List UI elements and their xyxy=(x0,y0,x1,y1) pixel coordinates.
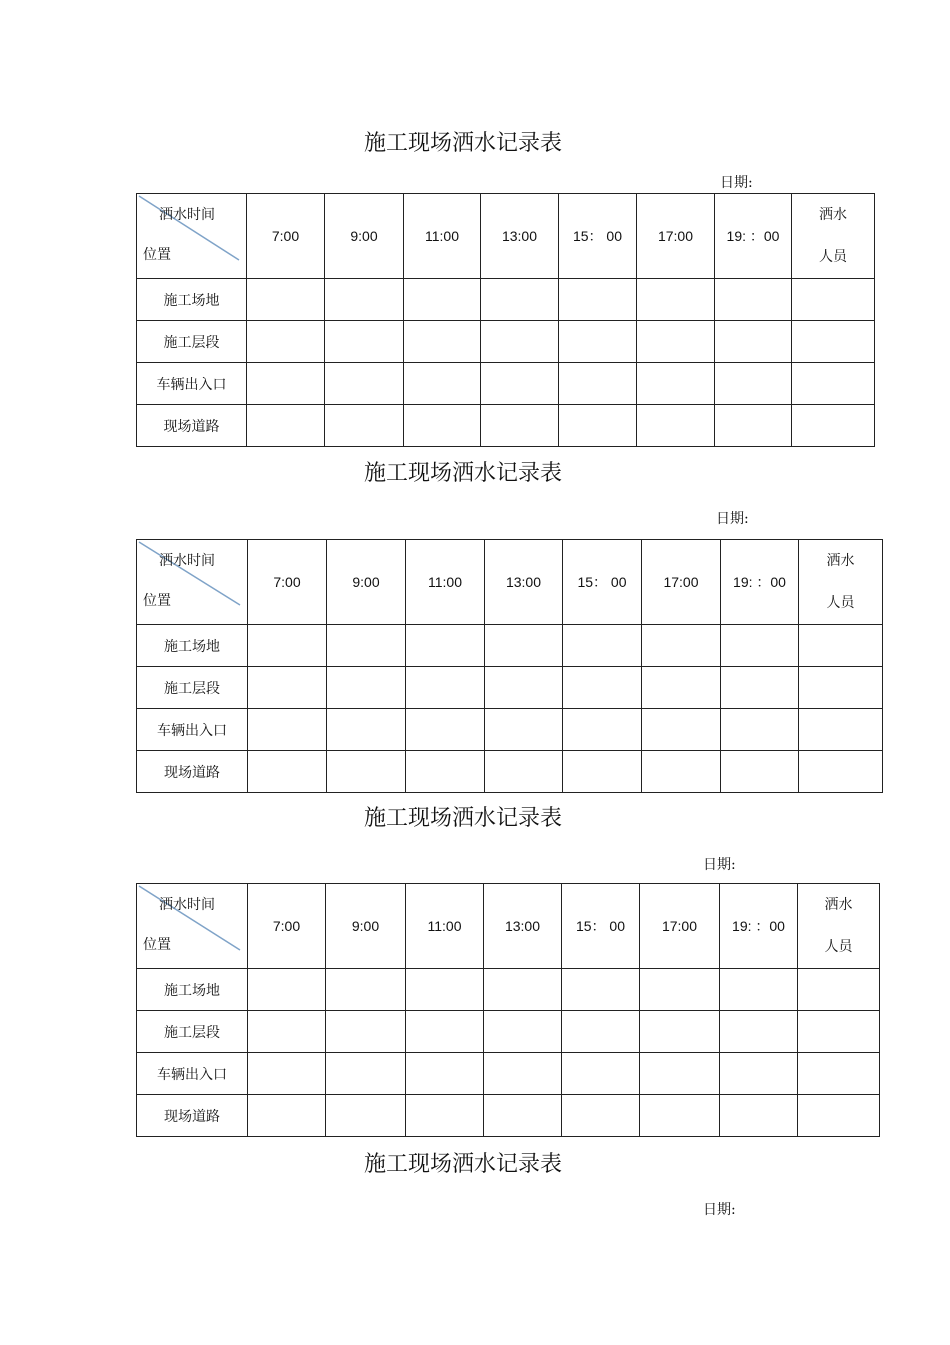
record-cell[interactable] xyxy=(248,1053,326,1095)
table-row xyxy=(137,751,883,793)
diagonal-header-cell xyxy=(137,884,248,969)
table-row xyxy=(137,1053,880,1095)
record-cell[interactable] xyxy=(247,321,325,363)
time-column-header: 7:00 xyxy=(247,194,325,279)
record-cell[interactable] xyxy=(326,1011,406,1053)
record-cell[interactable] xyxy=(792,279,875,321)
date-label: 日期: xyxy=(703,857,736,873)
location-label: 施工层段 xyxy=(137,667,248,709)
record-cell[interactable] xyxy=(798,969,880,1011)
time-column-header: 11:00 xyxy=(404,194,481,279)
header-row xyxy=(137,540,883,625)
time-column-header: 15： 00 xyxy=(559,194,637,279)
time-column-header: 9:00 xyxy=(327,540,406,625)
table-row xyxy=(137,321,875,363)
record-cell[interactable] xyxy=(721,751,799,793)
staff-header-text: 人员 xyxy=(826,595,855,611)
location-label: 现场道路 xyxy=(137,1095,248,1137)
corner-location-label: 位置 xyxy=(143,247,171,263)
record-cell[interactable] xyxy=(562,1095,640,1137)
record-cell[interactable] xyxy=(637,363,715,405)
corner-location-label: 位置 xyxy=(143,937,171,953)
location-label: 现场道路 xyxy=(137,751,248,793)
form-title: 施工现场洒水记录表 xyxy=(363,1152,562,1177)
record-cell[interactable] xyxy=(406,969,484,1011)
record-cell[interactable] xyxy=(406,667,485,709)
record-cell[interactable] xyxy=(481,321,559,363)
table-row xyxy=(137,667,883,709)
record-cell[interactable] xyxy=(248,969,326,1011)
record-cell[interactable] xyxy=(485,751,563,793)
location-label: 施工场地 xyxy=(137,279,247,321)
record-cell[interactable] xyxy=(640,1095,720,1137)
record-cell[interactable] xyxy=(248,667,327,709)
location-label: 现场道路 xyxy=(137,405,247,447)
record-cell[interactable] xyxy=(720,1053,798,1095)
record-cell[interactable] xyxy=(721,709,799,751)
record-cell[interactable] xyxy=(485,709,563,751)
time-column-header: 17:00 xyxy=(642,540,721,625)
record-cell[interactable] xyxy=(640,969,720,1011)
record-cell[interactable] xyxy=(247,405,325,447)
record-cell[interactable] xyxy=(248,751,327,793)
time-column-header: 7:00 xyxy=(248,540,327,625)
time-column-header: 9:00 xyxy=(325,194,404,279)
staff-header-text: 人员 xyxy=(824,939,853,955)
location-label: 施工层段 xyxy=(137,321,247,363)
location-label: 车辆出入口 xyxy=(137,1053,248,1095)
record-cell[interactable] xyxy=(326,1053,406,1095)
diagonal-header-cell xyxy=(137,540,248,625)
record-cell[interactable] xyxy=(792,321,875,363)
record-cell[interactable] xyxy=(484,1053,562,1095)
staff-header-text: 人员 xyxy=(819,249,847,265)
time-column-header: 13:00 xyxy=(484,884,562,969)
record-cell[interactable] xyxy=(563,751,642,793)
date-label: 日期: xyxy=(716,511,749,527)
record-cell[interactable] xyxy=(637,405,715,447)
record-cell[interactable] xyxy=(642,751,721,793)
record-cell[interactable] xyxy=(559,405,637,447)
form-title: 施工现场洒水记录表 xyxy=(363,131,562,156)
record-cell[interactable] xyxy=(404,321,481,363)
table-row xyxy=(137,405,875,447)
record-cell[interactable] xyxy=(642,625,721,667)
table-row xyxy=(137,1095,880,1137)
record-cell[interactable] xyxy=(404,363,481,405)
sprinkling-record-table xyxy=(136,883,880,1137)
record-cell[interactable] xyxy=(325,363,404,405)
record-cell[interactable] xyxy=(481,405,559,447)
record-cell[interactable] xyxy=(404,279,481,321)
record-cell[interactable] xyxy=(485,667,563,709)
record-cell[interactable] xyxy=(715,321,792,363)
record-cell[interactable] xyxy=(799,709,883,751)
record-cell[interactable] xyxy=(248,1011,326,1053)
form-title: 施工现场洒水记录表 xyxy=(363,461,562,486)
record-cell[interactable] xyxy=(406,709,485,751)
record-cell[interactable] xyxy=(798,1011,880,1053)
record-cell[interactable] xyxy=(406,751,485,793)
location-label: 车辆出入口 xyxy=(137,709,248,751)
record-cell[interactable] xyxy=(327,667,406,709)
staff-header-text: 洒水 xyxy=(826,553,855,569)
form-title: 施工现场洒水记录表 xyxy=(363,806,562,831)
record-cell[interactable] xyxy=(715,405,792,447)
record-cell[interactable] xyxy=(325,279,404,321)
record-cell[interactable] xyxy=(798,1053,880,1095)
record-cell[interactable] xyxy=(484,969,562,1011)
time-column-header: 19: ：00 xyxy=(720,884,798,969)
location-label: 施工场地 xyxy=(137,969,248,1011)
staff-header-text: 洒水 xyxy=(819,207,847,223)
table-row xyxy=(137,969,880,1011)
record-cell[interactable] xyxy=(799,625,883,667)
table-row xyxy=(137,625,883,667)
record-cell[interactable] xyxy=(799,751,883,793)
record-cell[interactable] xyxy=(481,279,559,321)
record-cell[interactable] xyxy=(721,625,799,667)
staff-column-header xyxy=(798,884,880,969)
record-cell[interactable] xyxy=(325,405,404,447)
time-column-header: 7:00 xyxy=(248,884,326,969)
record-cell[interactable] xyxy=(247,279,325,321)
time-column-header: 19: ：00 xyxy=(721,540,799,625)
record-cell[interactable] xyxy=(406,1095,484,1137)
record-cell[interactable] xyxy=(720,1095,798,1137)
time-column-header: 15： 00 xyxy=(563,540,642,625)
table-row xyxy=(137,363,875,405)
record-cell[interactable] xyxy=(248,709,327,751)
record-cell[interactable] xyxy=(485,625,563,667)
sprinkling-record-table xyxy=(136,193,875,447)
staff-column-header xyxy=(799,540,883,625)
record-cell[interactable] xyxy=(798,1095,880,1137)
record-cell[interactable] xyxy=(559,321,637,363)
record-cell[interactable] xyxy=(715,279,792,321)
record-cell[interactable] xyxy=(792,405,875,447)
record-cell[interactable] xyxy=(642,667,721,709)
record-cell[interactable] xyxy=(326,969,406,1011)
record-cell[interactable] xyxy=(562,969,640,1011)
record-cell[interactable] xyxy=(562,1011,640,1053)
record-cell[interactable] xyxy=(792,363,875,405)
table-row xyxy=(137,709,883,751)
record-cell[interactable] xyxy=(563,625,642,667)
record-cell[interactable] xyxy=(325,321,404,363)
record-cell[interactable] xyxy=(326,1095,406,1137)
header-row xyxy=(137,884,880,969)
corner-time-label: 洒水时间 xyxy=(159,897,215,913)
record-cell[interactable] xyxy=(640,1011,720,1053)
record-cell[interactable] xyxy=(327,625,406,667)
table-row xyxy=(137,279,875,321)
time-column-header: 17:00 xyxy=(637,194,715,279)
record-cell[interactable] xyxy=(559,279,637,321)
staff-column-header xyxy=(792,194,875,279)
record-cell[interactable] xyxy=(642,709,721,751)
time-column-header: 15： 00 xyxy=(562,884,640,969)
corner-time-label: 洒水时间 xyxy=(159,553,215,569)
record-cell[interactable] xyxy=(406,1053,484,1095)
location-label: 施工层段 xyxy=(137,1011,248,1053)
record-cell[interactable] xyxy=(559,363,637,405)
time-column-header: 19: ：00 xyxy=(715,194,792,279)
record-cell[interactable] xyxy=(640,1053,720,1095)
record-cell[interactable] xyxy=(563,667,642,709)
table-row xyxy=(137,1011,880,1053)
time-column-header: 9:00 xyxy=(326,884,406,969)
time-column-header: 11:00 xyxy=(406,540,485,625)
header-row xyxy=(137,194,875,279)
record-cell[interactable] xyxy=(720,969,798,1011)
date-label: 日期: xyxy=(720,175,753,191)
time-column-header: 11:00 xyxy=(406,884,484,969)
record-cell[interactable] xyxy=(404,405,481,447)
record-cell[interactable] xyxy=(248,625,327,667)
record-cell[interactable] xyxy=(406,625,485,667)
sprinkling-record-table xyxy=(136,539,883,793)
location-label: 车辆出入口 xyxy=(137,363,247,405)
time-column-header: 13:00 xyxy=(481,194,559,279)
record-cell[interactable] xyxy=(562,1053,640,1095)
record-cell[interactable] xyxy=(247,363,325,405)
record-cell[interactable] xyxy=(637,321,715,363)
record-cell[interactable] xyxy=(715,363,792,405)
date-label: 日期: xyxy=(703,1202,736,1218)
record-cell[interactable] xyxy=(481,363,559,405)
record-cell[interactable] xyxy=(563,709,642,751)
record-cell[interactable] xyxy=(406,1011,484,1053)
record-cell[interactable] xyxy=(799,667,883,709)
time-column-header: 13:00 xyxy=(485,540,563,625)
record-cell[interactable] xyxy=(484,1011,562,1053)
staff-header-text: 洒水 xyxy=(824,897,853,913)
record-cell[interactable] xyxy=(327,751,406,793)
record-cell[interactable] xyxy=(720,1011,798,1053)
diagonal-header-cell xyxy=(137,194,247,279)
record-cell[interactable] xyxy=(248,1095,326,1137)
corner-location-label: 位置 xyxy=(143,593,171,609)
time-column-header: 17:00 xyxy=(640,884,720,969)
record-cell[interactable] xyxy=(484,1095,562,1137)
location-label: 施工场地 xyxy=(137,625,248,667)
record-cell[interactable] xyxy=(721,667,799,709)
record-cell[interactable] xyxy=(637,279,715,321)
record-cell[interactable] xyxy=(327,709,406,751)
corner-time-label: 洒水时间 xyxy=(159,207,215,223)
